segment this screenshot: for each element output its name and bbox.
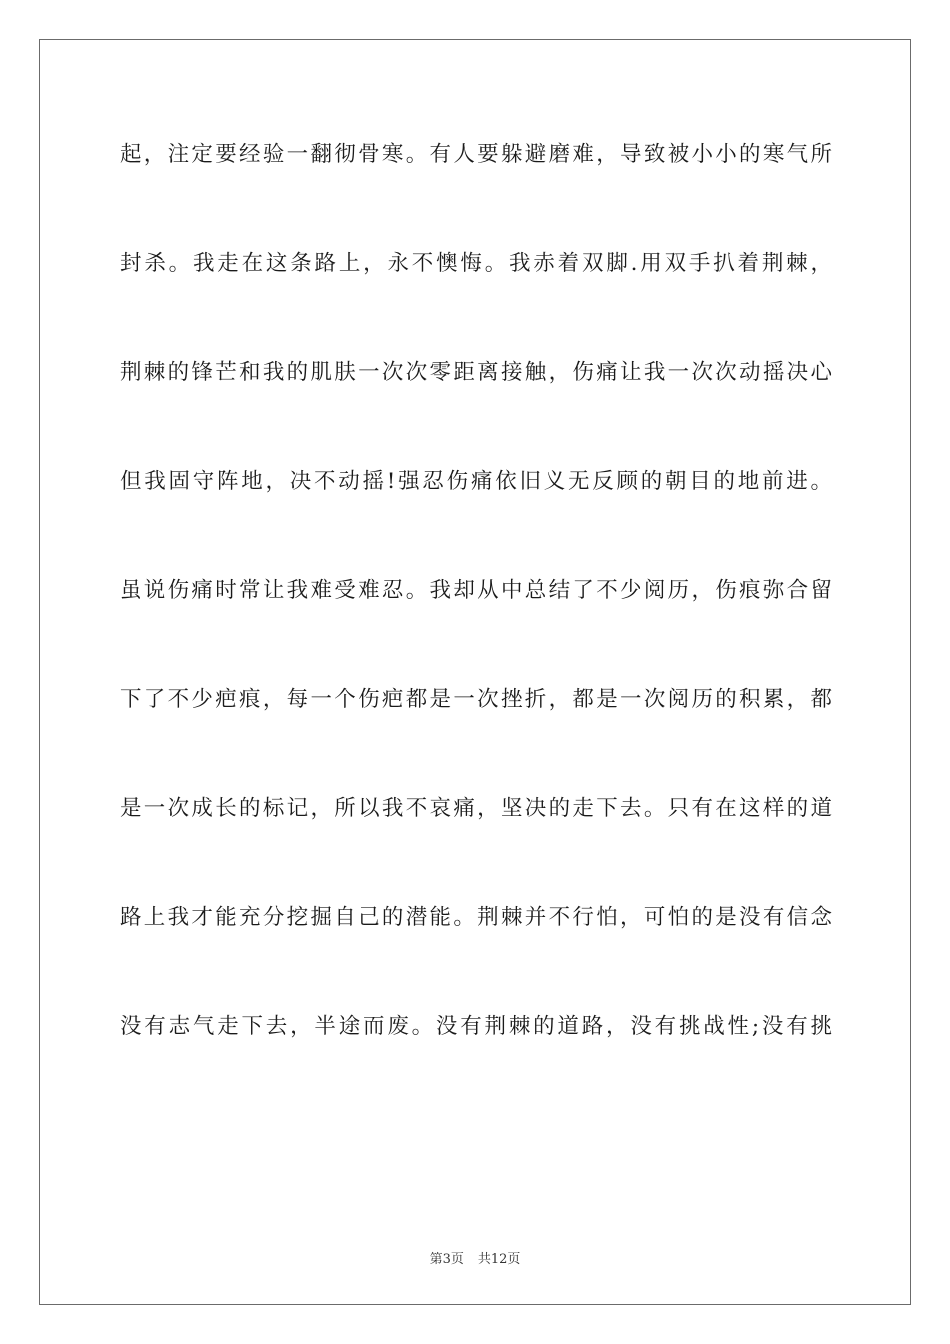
page-footer — [40, 1248, 910, 1267]
text-line: 虽说伤痛时常让我难受难忍。我却从中总结了不少阅历，伤痕弥合留 — [120, 578, 832, 603]
text-line: 没有志气走下去，半途而废。没有荆棘的道路，没有挑战性;没有挑 — [120, 1014, 832, 1039]
text-line: 是一次成长的标记，所以我不哀痛，坚决的走下去。只有在这样的道 — [120, 796, 832, 821]
text-line: 但我固守阵地，决不动摇!强忍伤痛依旧义无反顾的朝目的地前进。 — [120, 469, 832, 494]
body-text — [120, 135, 832, 1116]
text-line: 荆棘的锋芒和我的肌肤一次次零距离接触，伤痛让我一次次动摇决心 — [120, 360, 832, 385]
current-page-number: 第3页 — [429, 1252, 464, 1267]
text-line: 封杀。我走在这条路上，永不懊悔。我赤着双脚.用双手扒着荆棘， — [120, 251, 832, 276]
text-line: 起，注定要经验一翻彻骨寒。有人要躲避磨难，导致被小小的寒气所 — [120, 142, 832, 167]
page-border — [39, 39, 911, 1305]
text-line: 路上我才能充分挖掘自己的潜能。荆棘并不行怕，可怕的是没有信念 — [120, 905, 832, 930]
total-pages: 共12页 — [477, 1252, 521, 1267]
text-line: 下了不少疤痕，每一个伤疤都是一次挫折，都是一次阅历的积累，都 — [120, 687, 832, 712]
